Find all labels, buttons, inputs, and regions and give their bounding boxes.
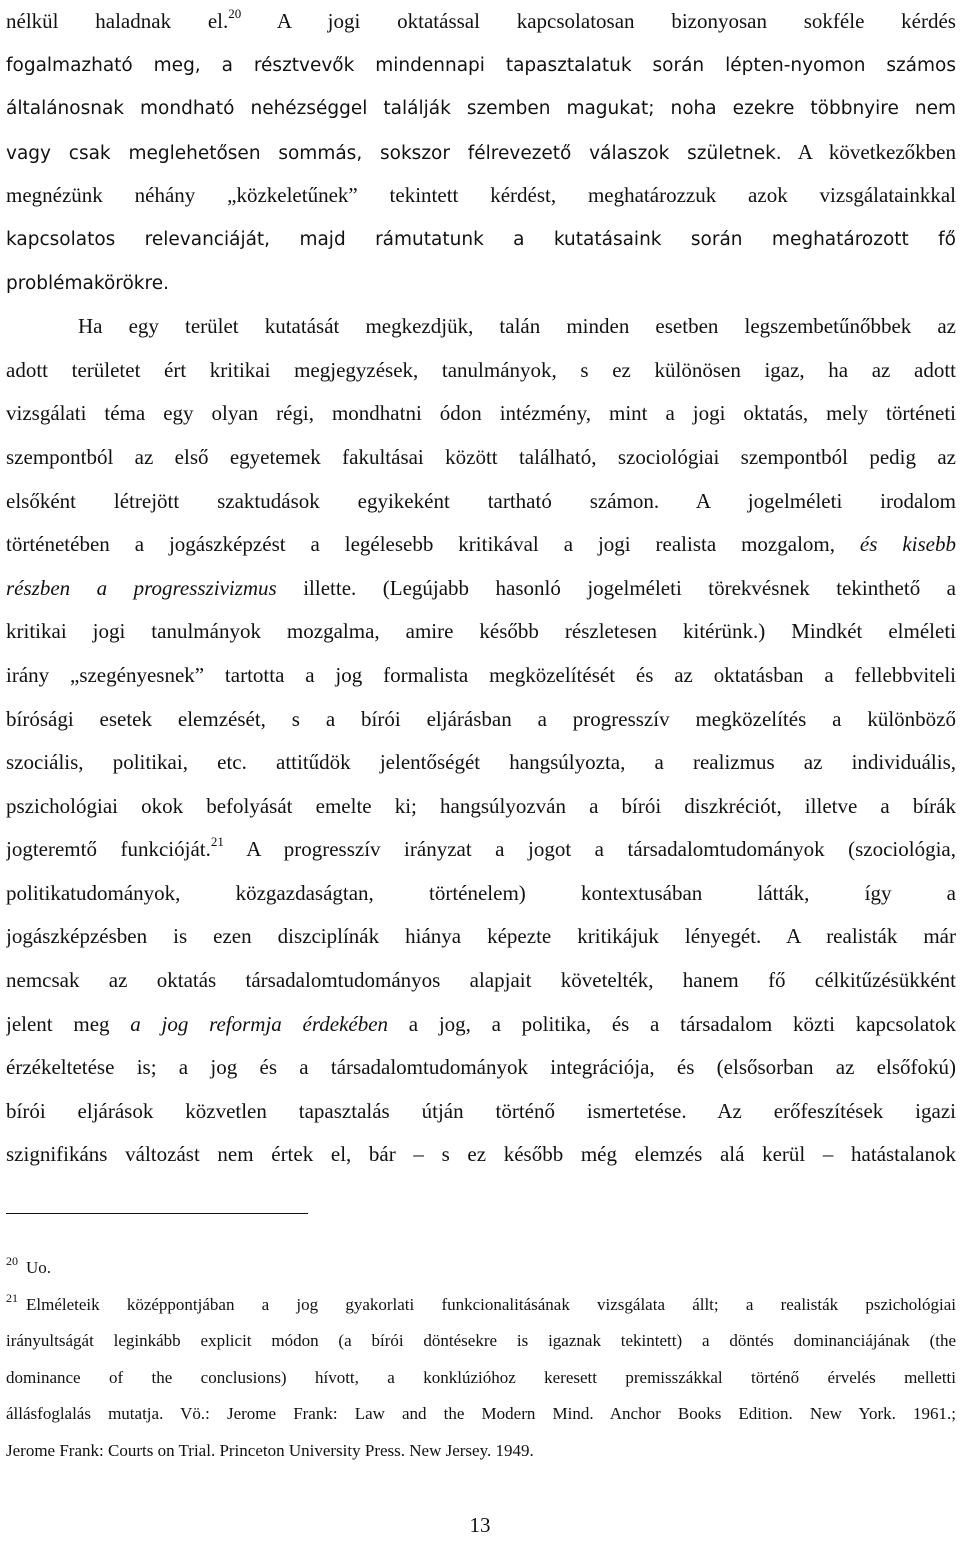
footnote-20: [6, 1250, 956, 1287]
italic-text-segment: és kisebb: [835, 532, 956, 557]
paragraph-2-line-13: [6, 828, 956, 872]
text-segment: nélkül haladnak el.: [6, 9, 229, 33]
paragraph-2-line-20: szignifikáns változást nem értek el, bár – s ez később még elemzés alá kerül – hatástalanok: [6, 1142, 956, 1167]
paragraph-2-line-5: elsőként létrejött szaktudások egyikeként tartható számon. A jogelméleti irodalom: [6, 488, 956, 513]
paragraph-2-line-17: [6, 1003, 956, 1047]
paragraph-2-line-11: szociális, politikai, etc. attitűdök jelentőségét hangsúlyozta, a realizmus az individuális,: [6, 750, 956, 775]
paragraph-1-line-6: kapcsolatos relevanciáját, majd rámutatunk a kutatásaink során meghatározott fő: [6, 228, 956, 250]
text-segment: illette. (Legújabb hasonló jogelméleti törekvésnek tekinthető a: [276, 575, 956, 600]
paragraph-1-line-1: [6, 0, 956, 44]
paragraph-2-line-9: irány „szegényesnek” tartotta a jog formalista megközelítését és az oktatásban a fellebbviteli: [6, 662, 956, 687]
italic-text-segment: részben a progresszivizmus: [6, 575, 277, 600]
text-segment: a jog, a politika, és a társadalom közti kapcsolatok: [388, 1011, 956, 1036]
paragraph-2-line-3: vizsgálati téma egy olyan régi, mondhatni ódon intézmény, mint a jogi oktatás, mely történeti: [6, 401, 956, 426]
text-segment: A következőkben: [781, 139, 956, 164]
paragraph-1-line-7: problémakörökre.: [6, 272, 169, 294]
footnote-21-line-2: irányultságát leginkább explicit módon (a bírói döntésekre is igaznak tekintett) a döntés dominanciájának (the: [6, 1331, 956, 1350]
footnote-separator-rule: [6, 1213, 308, 1214]
text-segment: A progresszív irányzat a jogot a társadalomtudományok (szociológia,: [223, 837, 956, 862]
footnote-text: Elméleteik középpontjában a jog gyakorlati funkcionalitásának vizsgálata állt; a realisták pszichológiai: [26, 1294, 956, 1314]
text-segment: vagy csak meglehetősen sommás, sokszor félrevezető válaszok születnek.: [6, 142, 782, 164]
footnote-21-line-1: [6, 1287, 956, 1324]
paragraph-2-line-19: bírói eljárások közvetlen tapasztalás útján történő ismertetése. Az erőfeszítések igazi: [6, 1098, 956, 1123]
footnote-21-line-3: dominance of the conclusions) hívott, a konklúzióhoz keresett premisszákkal történő érvelés melletti: [6, 1367, 956, 1387]
footnote-reference-21: 21: [210, 834, 224, 850]
paragraph-1-line-4: [6, 131, 956, 175]
footnote-number: 21: [6, 1290, 18, 1305]
footnotes-section: [6, 1250, 956, 1469]
footnote-number: 20: [6, 1254, 18, 1268]
paragraph-2-line-18: érzékeltetése is; a jog és a társadalomtudományok integrációja, és (elsősorban az elsőfokú): [6, 1055, 956, 1080]
paragraph-1-line-3: általánosnak mondható nehézséggel találják szemben magukat; noha ezekre többnyire nem: [6, 98, 956, 120]
paragraph-2-line-12: pszichológiai okok befolyását emelte ki; hangsúlyozván a bírói diszkréciót, illetve a bírák: [6, 793, 956, 818]
page-number: 13: [469, 1513, 491, 1537]
paragraph-2-line-6: [6, 523, 956, 567]
paragraph-2-line-7: [6, 567, 956, 611]
paragraph-2-line-1: Ha egy terület kutatását megkezdjük, talán minden esetben legszembetűnőbbek az: [78, 314, 956, 339]
footnote-text: Uo.: [26, 1258, 52, 1277]
paragraph-2-line-15: jogászképzésben is ezen diszciplínák hiánya képezte kritikájuk lényegét. A realisták már: [6, 924, 956, 949]
footnote-reference-20: 20: [228, 6, 242, 21]
text-segment: A jogi oktatással kapcsolatosan bizonyosan sokféle kérdés: [241, 9, 956, 33]
footnote-21-line-5: Jerome Frank: Courts on Trial. Princeton University Press. New Jersey. 1949.: [6, 1440, 534, 1460]
footnote-21-line-4: állásfoglalás mutatja. Vö.: Jerome Frank: Law and the Modern Mind. Anchor Books Edition. New York. 1961.;: [6, 1404, 956, 1423]
paragraph-2-line-10: bírósági esetek elemzését, s a bírói eljárásban a progresszív megközelítés a különböző: [6, 706, 956, 731]
paragraph-2-line-4: szempontból az első egyetemek fakultásai között található, szociológiai szempontból pedig az: [6, 444, 956, 469]
paragraph-2-line-16: nemcsak az oktatás társadalomtudományos alapjait követelték, hanem fő célkitűzésükként: [6, 968, 956, 993]
paragraph-2-line-8: kritikai jogi tanulmányok mozgalma, amire később részletesen kitérünk.) Mindkét elméleti: [6, 619, 956, 644]
paragraph-1-line-2: fogalmazható meg, a résztvevők mindennapi tapasztalatuk során lépten-nyomon számos: [6, 54, 956, 76]
paragraph-2-line-2: adott területet ért kritikai megjegyzések, tanulmányok, s ez különösen igaz, ha az adott: [6, 357, 956, 382]
text-segment: jogteremtő funkcióját.: [6, 837, 211, 862]
text-segment: történetében a jogászképzést a legélesebb kritikával a jogi realista mozgalom,: [6, 532, 835, 557]
paragraph-1-line-5: megnézünk néhány „közkeletűnek” tekintett kérdést, meghatározzuk azok vizsgálatainkkal: [6, 183, 956, 208]
main-body-text: [6, 0, 956, 1177]
text-segment: jelent meg: [6, 1011, 110, 1036]
italic-text-segment: a jog reformja érdekében: [109, 1011, 389, 1036]
paragraph-2-line-14: politikatudományok, közgazdaságtan, történelem) kontextusában látták, így a: [6, 880, 956, 905]
